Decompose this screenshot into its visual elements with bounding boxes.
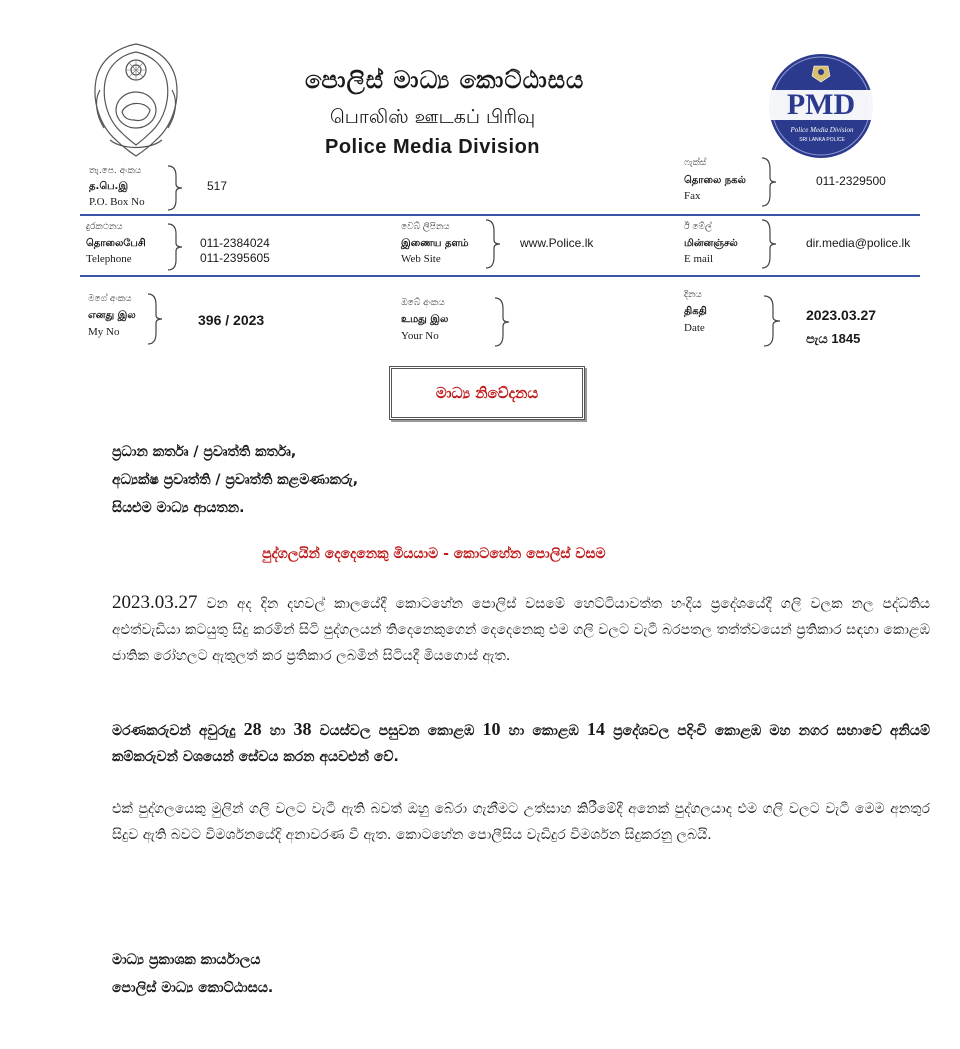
police-crest-logo (86, 40, 186, 160)
paragraph-1-text: වන අද දින දහවල් කාලයේදී කොටහේන පොලිස් වසමේ හෙට්ටියාවත්ත හංදිය ප්‍රදේශයේදී ගලි වලක නල පද්ධතිය අළුත්වැඩියා කටයුතු සිදු කරමින් සිටි පුද්ගලයන් තිදෙනෙකුගෙන් දෙදෙනෙකු එම ගලි වලට වැටී බරපතල තත්ත්වයෙන් ප්‍රතිකාර සඳහා කොළඹ ජාතික රෝහලට ඇතුලත් කර ප්‍රතිකාර ලබමින් සිටියදී මියගොස් ඇත. (112, 596, 930, 664)
date-label-en: Date (684, 322, 705, 334)
paragraph-2-part-a: මරණකරුවන් අවුරුදු (112, 723, 236, 739)
fax-label-en: Fax (684, 190, 701, 202)
addressee-line-2: අධ්‍යක්ෂ ප්‍රවෘත්ති / ප්‍රවෘත්ති කළමණාකරු, (112, 472, 359, 488)
po-box-label-ta: த.பெ.இ (89, 181, 129, 192)
paragraph-2-part-b: හා (269, 723, 286, 739)
paragraph-2-area-1: 10 (482, 719, 501, 739)
fax-bracket (760, 156, 780, 212)
website-label-si: වෙබ් ලිපිනය (401, 222, 450, 232)
body-paragraph-3: එක් පුද්ගලයෙකු මුලින් ගලි වලට වැටී ඇති බවත් ඔහු බේරා ගැනීමට උත්සාහ කිරීමේදී අනෙක් පුද්ගලයාද එම ගලි වලට වැටී මෙම අනතුර සිදුව ඇති බවට විමර්ශනයේදි අනාවරණ වී ඇත. කොටහේන පොලීසිය වැඩිදුර විමර්ශන සිදුකරනු ලබයි. (112, 801, 930, 843)
paragraph-2-part-c: වයස්වල පසුවන කොළඹ (319, 723, 475, 739)
date-value: 2023.03.27 (806, 307, 877, 323)
body-paragraph-1 (112, 590, 930, 669)
email-label-en: E mail (684, 253, 714, 265)
website-bracket (484, 218, 504, 274)
fax-label-ta: தொலை நகல் (684, 175, 746, 186)
telephone-bracket (166, 222, 186, 276)
date-bracket (762, 294, 784, 352)
website-label-en: Web Site (401, 253, 441, 265)
paragraph-1-date: 2023.03.27 (112, 592, 198, 613)
your-no-label-si: ඔබේ අංකය (401, 298, 445, 308)
telephone-label-ta: தொலைபேசி (86, 238, 146, 249)
pmd-logo-caption: Police Media Division (790, 126, 854, 134)
my-no-label-si: මගේ අංකය (88, 294, 132, 304)
signature-line-1: මාධ්‍ය ප්‍රකාශක කාර්යාලය (112, 952, 261, 968)
pmd-logo (760, 52, 882, 160)
po-box-value: 517 (207, 179, 228, 193)
po-box-label-en: P.O. Box No (89, 196, 145, 208)
divider-line-1 (80, 214, 920, 216)
your-no-label-en: Your No (401, 330, 439, 342)
date-label-ta: திகதி (684, 306, 707, 317)
my-no-bracket (146, 292, 166, 350)
addressee-line-3: සියළුම මාධ්‍ය ආයතන. (112, 500, 245, 516)
paragraph-2-age-1: 28 (243, 719, 262, 739)
time-value: පැය 1845 (806, 331, 861, 346)
paragraph-2-part-d: හා කොළඹ (508, 723, 579, 739)
header-title-sinhala: පොලිස් මාධ්‍ය කොට්ඨාසය (305, 66, 585, 94)
my-no-value: 396 / 2023 (198, 312, 265, 328)
date-label-si: දිනය (684, 290, 702, 300)
body-paragraph-2 (112, 716, 930, 770)
email-label-si: ඊ මේල් (684, 222, 712, 232)
paragraph-2-area-2: 14 (587, 719, 606, 739)
fax-value: 011-2329500 (816, 174, 886, 188)
paragraph-2-part-e: ප්‍රදේශවල පදිංචි කොළඹ මහ නගර සභාවේ අනියම් කම්කරුවන් වශයෙන් සේවය කරන අයවළුන් වේ. (112, 723, 931, 765)
divider-line-2 (80, 275, 920, 277)
telephone-value-1: 011-2384024 (200, 236, 270, 250)
po-box-label-si: තැ.පෙ. අංකය (89, 166, 142, 176)
pmd-logo-small: SRI LANKA POLICE (799, 137, 845, 143)
my-no-label-ta: எனது இல (88, 310, 136, 321)
email-bracket (760, 218, 780, 274)
signature-line-2: පොලිස් මාධ්‍ය කොට්ඨාසය. (112, 980, 274, 996)
telephone-label-en: Telephone (86, 253, 132, 265)
telephone-label-si: දුරකථනය (86, 222, 123, 232)
paragraph-2-age-2: 38 (293, 719, 312, 739)
website-value[interactable]: www.Police.lk (520, 236, 594, 250)
email-label-ta: மின்னஞ்சல் (684, 238, 738, 249)
media-notice-title: මාධ්‍ය නිවේදනය (435, 384, 539, 402)
media-notice-box (389, 366, 585, 420)
sri-lanka-police-crest-icon (86, 40, 186, 160)
po-box-bracket (166, 164, 186, 216)
website-label-ta: இணைய தளம் (401, 238, 469, 249)
fax-label-si: ෆැක්ස් (684, 158, 707, 168)
pmd-logo-text: PMD (786, 88, 856, 121)
header-title-english: Police Media Division (325, 136, 541, 158)
header-title-tamil: பொலிஸ் ஊடகப் பிரிவு (330, 106, 536, 128)
addressee-line-1: ප්‍රධාන කර්තෘ / ප්‍රවෘත්ති කර්තෘ, (112, 444, 297, 460)
press-release-subject: පුද්ගලයින් දෙදෙනෙකු මියයාම - කොටහේන පොලිස් වසම (262, 546, 606, 562)
my-no-label-en: My No (88, 326, 120, 338)
your-no-bracket (493, 296, 513, 352)
your-no-label-ta: உமது இல (401, 314, 449, 325)
email-value[interactable]: dir.media@police.lk (806, 236, 911, 250)
telephone-value-2: 011-2395605 (200, 251, 270, 265)
